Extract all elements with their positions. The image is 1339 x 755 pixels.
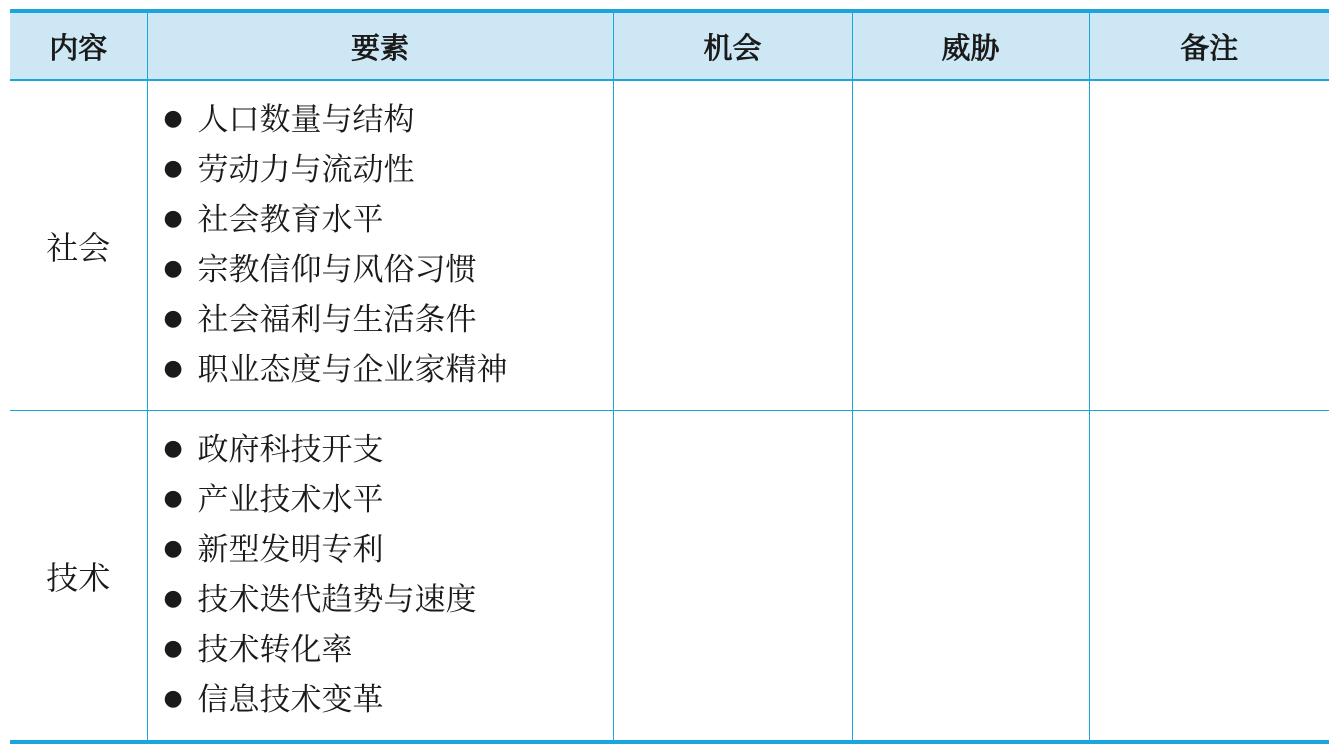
header-factors: 要素	[147, 13, 613, 80]
header-note: 备注	[1089, 13, 1329, 80]
bullet-icon: ●	[163, 205, 183, 231]
note-cell	[1089, 80, 1329, 411]
factor-text: 技术迭代趋势与速度	[197, 581, 477, 618]
header-content: 内容	[10, 13, 147, 80]
list-item	[164, 146, 613, 196]
analysis-table-container	[10, 9, 1329, 744]
factor-text: 新型发明专利	[197, 531, 384, 568]
bullet-icon: ●	[163, 685, 183, 711]
factor-text: 社会福利与生活条件	[197, 301, 477, 338]
opportunity-cell	[613, 411, 852, 740]
bullet-icon: ●	[163, 155, 183, 181]
note-cell	[1089, 411, 1329, 740]
list-item	[164, 246, 613, 296]
list-item	[164, 676, 613, 726]
list-item	[164, 426, 613, 476]
opportunity-cell	[613, 80, 852, 411]
header-row	[10, 13, 1329, 80]
factor-text: 信息技术变革	[197, 681, 384, 718]
category-cell: 社会	[10, 80, 147, 411]
bullet-icon: ●	[163, 355, 183, 381]
factor-text: 产业技术水平	[197, 481, 384, 518]
bullet-icon: ●	[163, 485, 183, 511]
threat-cell	[852, 80, 1089, 411]
table-row-technology	[10, 411, 1329, 740]
bullet-icon: ●	[163, 305, 183, 331]
list-item	[164, 296, 613, 346]
list-item	[164, 576, 613, 626]
list-item	[164, 196, 613, 246]
bullet-icon: ●	[163, 585, 183, 611]
list-item	[164, 346, 613, 396]
header-opportunity: 机会	[613, 13, 852, 80]
factor-text: 人口数量与结构	[197, 101, 415, 138]
bullet-icon: ●	[163, 255, 183, 281]
factor-list	[164, 96, 613, 396]
list-item	[164, 96, 613, 146]
list-item	[164, 526, 613, 576]
bullet-icon: ●	[163, 435, 183, 461]
bullet-icon: ●	[163, 105, 183, 131]
analysis-table	[10, 13, 1329, 740]
factor-text: 社会教育水平	[197, 201, 384, 238]
factor-text: 宗教信仰与风俗习惯	[197, 251, 477, 288]
category-cell: 技术	[10, 411, 147, 740]
factor-list	[164, 426, 613, 726]
factor-text: 职业态度与企业家精神	[197, 351, 508, 388]
threat-cell	[852, 411, 1089, 740]
list-item	[164, 476, 613, 526]
bullet-icon: ●	[163, 635, 183, 661]
factors-cell	[147, 411, 613, 740]
factor-text: 政府科技开支	[197, 431, 384, 468]
factor-text: 劳动力与流动性	[197, 151, 415, 188]
factor-text: 技术转化率	[197, 631, 353, 668]
factors-cell	[147, 80, 613, 411]
list-item	[164, 626, 613, 676]
bullet-icon: ●	[163, 535, 183, 561]
table-row-social	[10, 80, 1329, 411]
header-threat: 威胁	[852, 13, 1089, 80]
